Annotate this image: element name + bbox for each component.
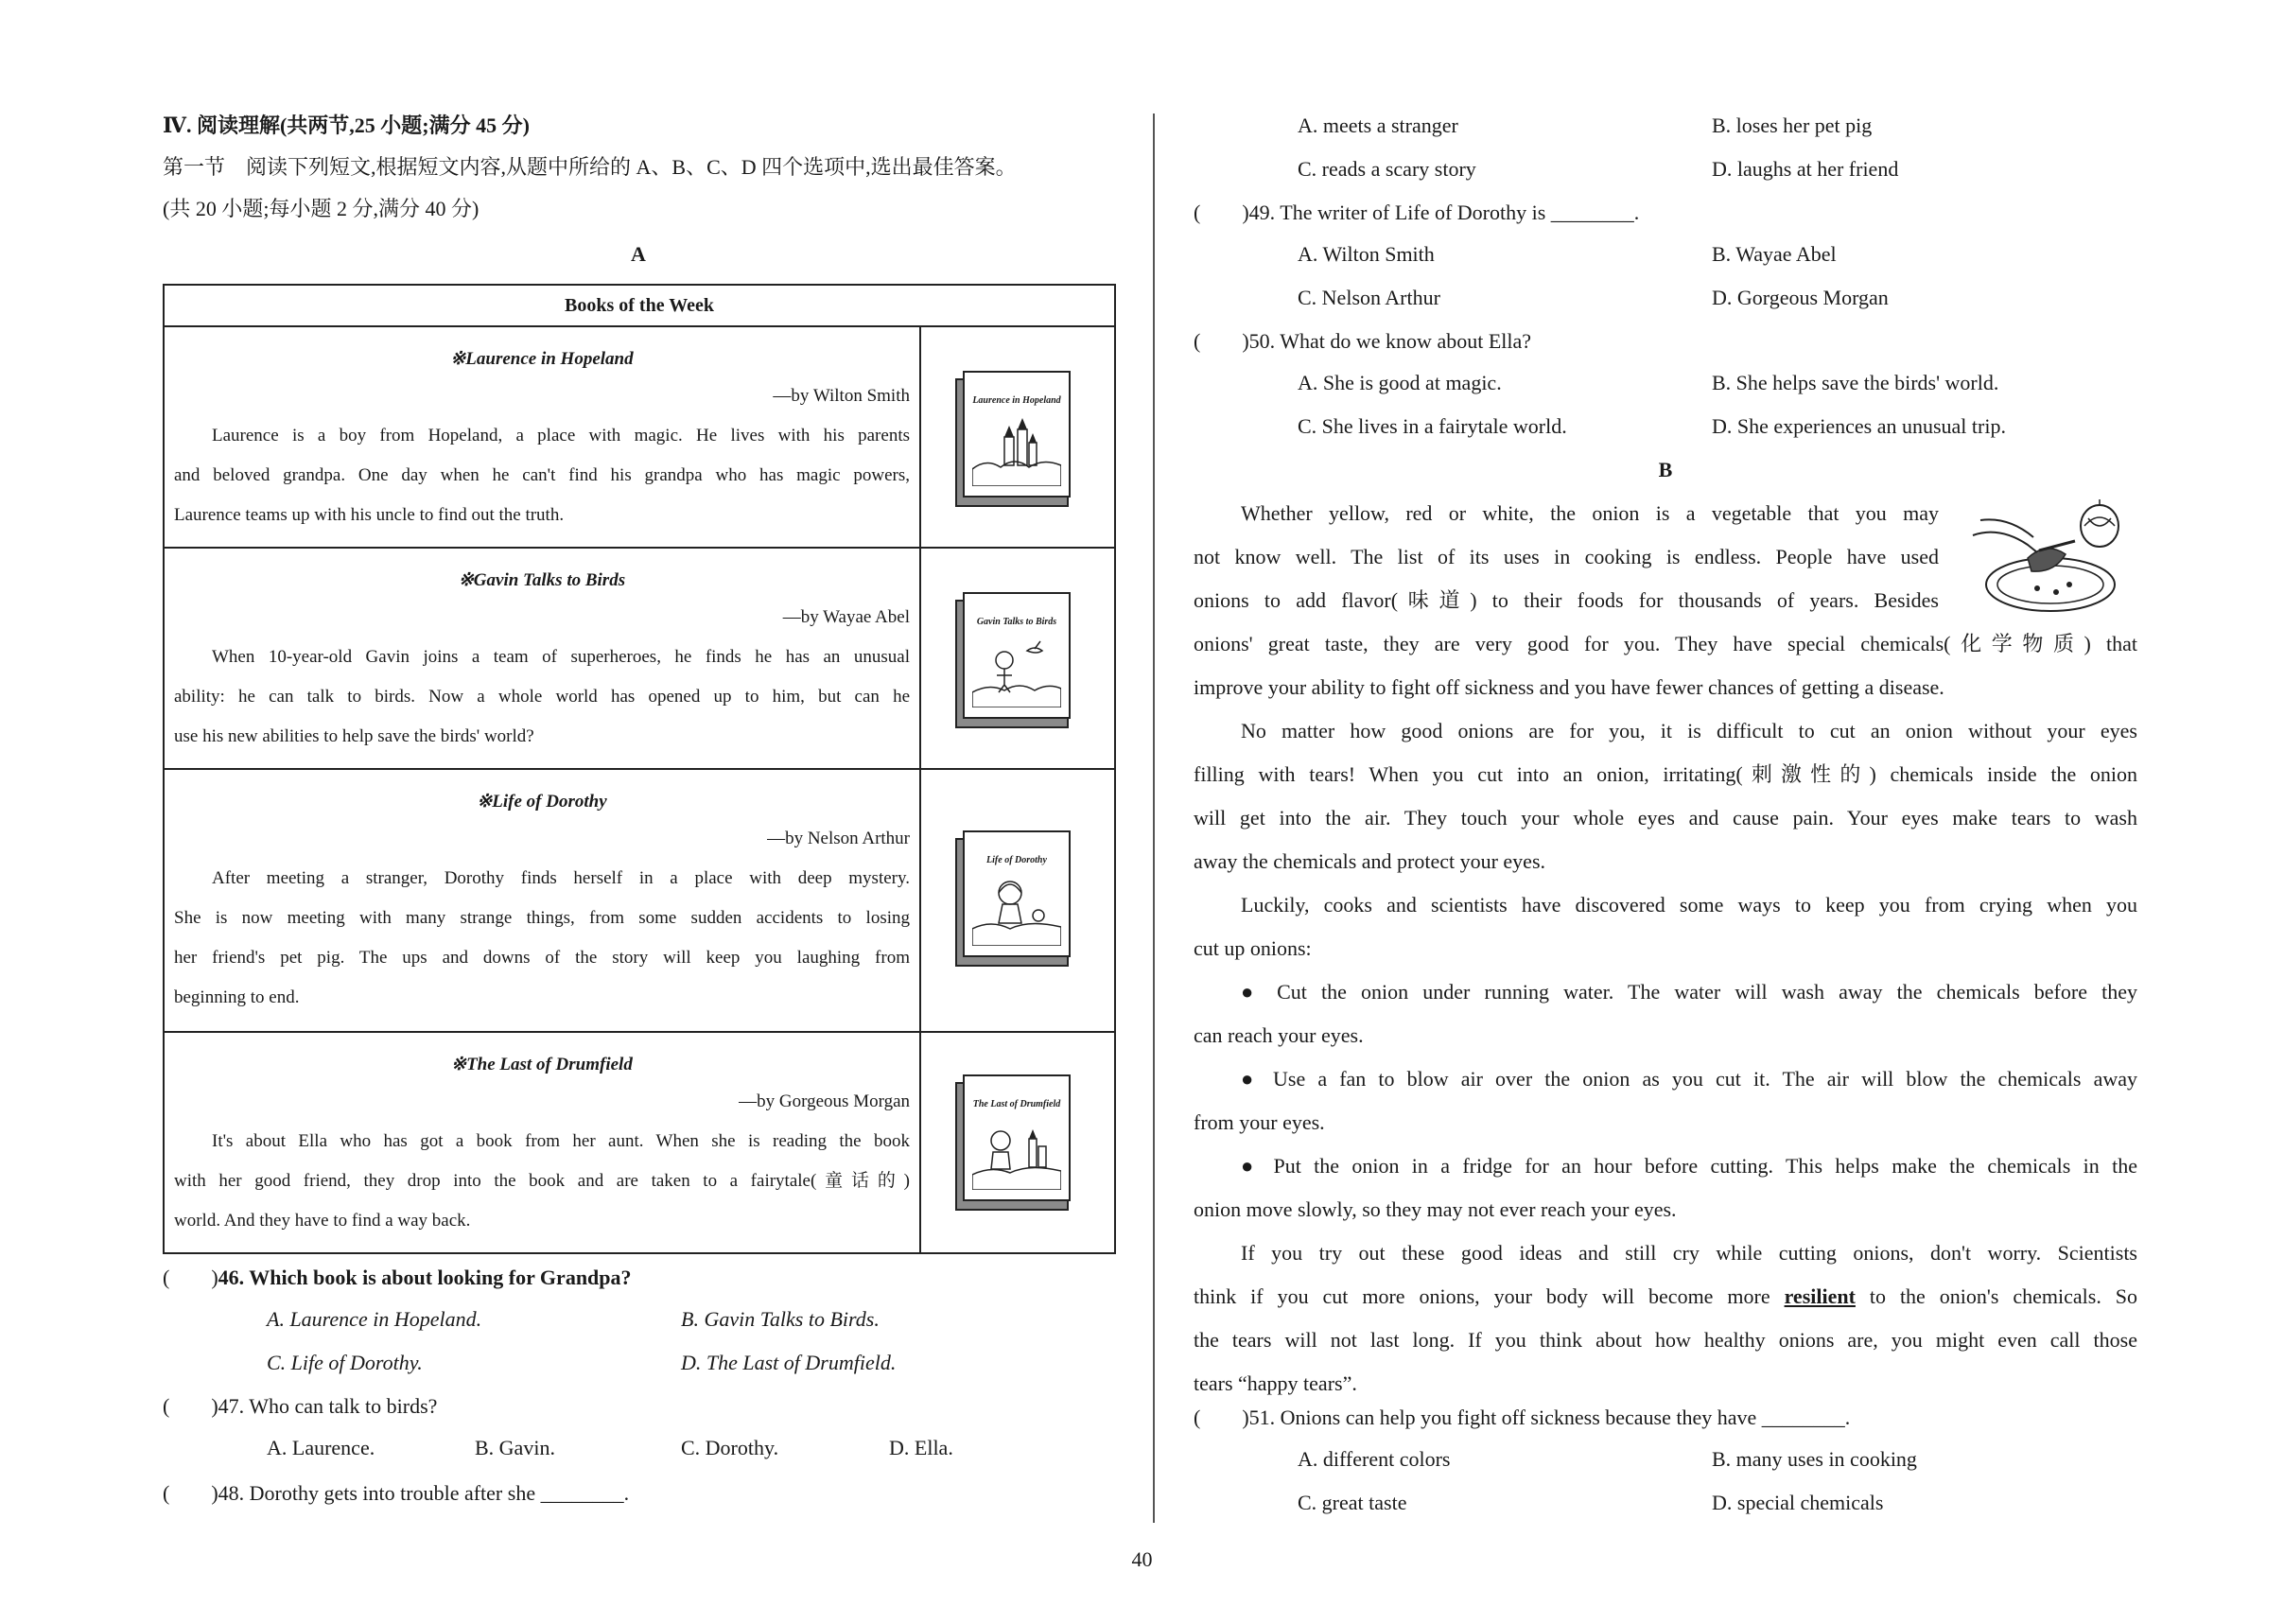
text-line: will get into the air. They touch your whole eyes and cause pain. Your eyes make tears to wash	[1194, 806, 2137, 829]
section-intro-2: (共 20 小题;每小题 2 分,满分 40 分)	[163, 197, 479, 220]
text-line: If you try out these good ideas and still cry while cutting onions, don't worry. Scientists	[1241, 1241, 2137, 1265]
passage-b-paragraph-2	[1194, 709, 2137, 883]
question-stem: 46. Which book is about looking for Grandpa?	[218, 1266, 632, 1289]
text-line: with her good friend, they drop into the book and are taken to a fairytale(童话的)	[174, 1171, 910, 1191]
tip-3	[1194, 1144, 2137, 1231]
book-title: ※Life of Dorothy	[477, 792, 607, 812]
text-line	[1194, 1275, 2137, 1318]
book-title: ※Laurence in Hopeland	[450, 349, 634, 369]
text-line: and beloved grandpa. One day when he can't find his grandpa who has magic powers,	[174, 465, 910, 485]
text-line: onions' great taste, they are very good for you. They have special chemicals(化学物质) that	[1194, 632, 2137, 655]
text-line: tears “happy tears”.	[1194, 1371, 1357, 1395]
question-46	[163, 1264, 1114, 1292]
book-author: —by Wilton Smith	[773, 386, 910, 406]
option-a[interactable]: A. Laurence.	[267, 1436, 375, 1459]
text-line: world. And they have to find a way back.	[174, 1211, 471, 1231]
book-entry	[165, 549, 921, 768]
option-c[interactable]: C. She lives in a fairytale world.	[1298, 414, 1567, 438]
option-b[interactable]: B. Gavin.	[475, 1436, 555, 1459]
option-c[interactable]: C. great taste	[1298, 1491, 1407, 1514]
cover-title: Laurence in Hopeland	[972, 395, 1061, 406]
book-author: —by Nelson Arthur	[767, 829, 910, 848]
text-line: onions to add flavor(味道) to their foods for thousands of years. Besides	[1194, 588, 1939, 612]
text-line: her friend's pet pig. The ups and downs of the story will keep you laughing from	[174, 948, 910, 968]
passage-b-label: B	[1658, 458, 1673, 481]
table-row	[165, 1033, 1114, 1252]
book-cover-cell	[921, 327, 1114, 547]
table-row	[165, 770, 1114, 1033]
cover-title: The Last of Drumfield	[972, 1099, 1061, 1109]
girls-and-castle-illustration	[972, 1114, 1061, 1190]
tip-1	[1194, 970, 2137, 1057]
books-table	[163, 284, 1116, 1254]
option-d[interactable]: D. She experiences an unusual trip.	[1712, 414, 2006, 438]
book-cover-cell	[921, 770, 1114, 1031]
option-a[interactable]: A. meets a stranger	[1298, 114, 1458, 137]
option-d[interactable]: D. Ella.	[889, 1436, 953, 1459]
option-c[interactable]: C. Nelson Arthur	[1298, 286, 1440, 309]
option-b[interactable]: B. She helps save the birds' world.	[1712, 371, 1999, 394]
option-a[interactable]: A. Wilton Smith	[1298, 242, 1435, 266]
boy-with-bird-illustration	[972, 632, 1061, 707]
text-line: cut up onions:	[1194, 936, 1312, 960]
text-line: use his new abilities to help save the birds' world?	[174, 726, 534, 746]
book-cover-image	[955, 592, 1072, 725]
answer-bracket[interactable]: ( )	[163, 1394, 218, 1418]
text-fragment: think if you cut more onions, your body will become more	[1194, 1284, 1770, 1308]
question-stem: 51. Onions can help you fight off sickness because they have ________.	[1248, 1406, 1851, 1429]
book-entry	[165, 1033, 921, 1252]
book-cover-image	[955, 1074, 1072, 1207]
section-intro-1: 第一节 阅读下列短文,根据短文内容,从题中所给的 A、B、C、D 四个选项中,选出最佳答案。	[163, 155, 1017, 179]
table-row	[165, 327, 1114, 549]
option-a[interactable]: A. Laurence in Hopeland.	[267, 1307, 482, 1331]
book-description	[174, 1122, 910, 1241]
text-line: Laurence teams up with his uncle to find out the truth.	[174, 505, 565, 525]
option-b[interactable]: B. Wayae Abel	[1712, 242, 1837, 266]
passage-a-label: A	[631, 242, 646, 266]
book-cover-image	[955, 371, 1072, 503]
book-entry	[165, 327, 921, 547]
text-line: away the chemicals and protect your eyes.	[1194, 849, 1546, 873]
section-header: Ⅳ. 阅读理解(共两节,25 小题;满分 45 分)	[163, 114, 530, 137]
option-c[interactable]: C. Life of Dorothy.	[267, 1351, 423, 1374]
text-line: filling with tears! When you cut into an onion, irritating(刺激性的) chemicals inside the onion	[1194, 762, 2137, 786]
answer-bracket[interactable]: ( )	[163, 1481, 218, 1505]
option-d[interactable]: D. special chemicals	[1712, 1491, 1884, 1514]
question-50	[1194, 327, 2137, 356]
text-line: improve your ability to fight off sickness and you have fewer chances of getting a disease.	[1194, 675, 1944, 699]
column-divider	[1153, 114, 1155, 1523]
answer-bracket[interactable]: ( )	[1194, 329, 1249, 353]
option-b[interactable]: B. loses her pet pig	[1712, 114, 1873, 137]
text-line: When 10-year-old Gavin joins a team of superheroes, he finds he has an unusual	[212, 647, 910, 667]
question-stem: 49. The writer of Life of Dorothy is ________.	[1248, 201, 1640, 224]
cover-title: Life of Dorothy	[986, 855, 1047, 865]
option-d[interactable]: D. laughs at her friend	[1712, 157, 1899, 181]
book-cover-cell	[921, 1033, 1114, 1252]
answer-bracket[interactable]: ( )	[163, 1266, 218, 1289]
text-line: ● Cut the onion under running water. The water will wash away the chemicals before they	[1241, 980, 2137, 1004]
text-line: the tears will not last long. If you think about how healthy onions are, you might even call those	[1194, 1328, 2137, 1352]
girl-illustration	[972, 870, 1061, 946]
book-author: —by Wayae Abel	[782, 607, 910, 627]
book-title: ※Gavin Talks to Birds	[458, 570, 626, 590]
book-author: —by Gorgeous Morgan	[739, 1091, 910, 1111]
question-stem: 50. What do we know about Ella?	[1248, 329, 1532, 353]
option-d[interactable]: D. The Last of Drumfield.	[681, 1351, 897, 1374]
book-entry	[165, 770, 921, 1031]
text-line: Laurence is a boy from Hopeland, a place with magic. He lives with his parents	[212, 426, 910, 445]
answer-bracket[interactable]: ( )	[1194, 201, 1249, 224]
passage-b-paragraph-7	[1194, 1231, 2137, 1406]
underlined-word: resilient	[1784, 1284, 1856, 1308]
text-line: ● Put the onion in a fridge for an hour before cutting. This helps make the chemicals in the	[1241, 1154, 2137, 1178]
question-47	[163, 1392, 1114, 1421]
text-line: from your eyes.	[1194, 1110, 1325, 1134]
book-cover-image	[955, 830, 1072, 963]
passage-b-paragraph-1	[1194, 492, 2137, 709]
question-49	[1194, 199, 2137, 227]
text-line: not know well. The list of its uses in cooking is endless. People have used	[1194, 545, 1939, 568]
question-51	[1194, 1404, 2137, 1432]
option-c[interactable]: C. reads a scary story	[1298, 157, 1476, 181]
book-description	[174, 859, 910, 1018]
option-d[interactable]: D. Gorgeous Morgan	[1712, 286, 1889, 309]
book-title: ※The Last of Drumfield	[451, 1055, 633, 1074]
option-c[interactable]: C. Dorothy.	[681, 1436, 779, 1459]
text-line: Whether yellow, red or white, the onion is a vegetable that you may	[1241, 501, 1939, 525]
text-line: ● Use a fan to blow air over the onion as you cut it. The air will blow the chemicals away	[1241, 1067, 2137, 1091]
tip-2	[1194, 1057, 2137, 1144]
answer-bracket[interactable]: ( )	[1194, 1406, 1249, 1429]
text-line: It's about Ella who has got a book from her aunt. When she is reading the book	[212, 1131, 910, 1151]
table-title: Books of the Week	[165, 286, 1114, 327]
text-line: ability: he can talk to birds. Now a whole world has opened up to him, but can he	[174, 687, 910, 707]
text-line: She is now meeting with many strange things, from some sudden accidents to losing	[174, 908, 910, 928]
option-b[interactable]: B. Gavin Talks to Birds.	[681, 1307, 880, 1331]
text-line: No matter how good onions are for you, it is difficult to cut an onion without your eyes	[1241, 719, 2137, 742]
text-fragment: to the onion's chemicals. So	[1869, 1284, 2138, 1308]
cover-title: Gavin Talks to Birds	[976, 617, 1057, 627]
table-row	[165, 549, 1114, 770]
castle-illustration	[972, 410, 1061, 486]
option-a[interactable]: A. She is good at magic.	[1298, 371, 1502, 394]
book-description	[174, 637, 910, 757]
text-line: onion move slowly, so they may not ever reach your eyes.	[1194, 1197, 1677, 1221]
text-line: Luckily, cooks and scientists have discovered some ways to keep you from crying when you	[1241, 893, 2137, 917]
option-a[interactable]: A. different colors	[1298, 1447, 1451, 1471]
option-b[interactable]: B. many uses in cooking	[1712, 1447, 1917, 1471]
text-line: can reach your eyes.	[1194, 1023, 1364, 1047]
page-number: 40	[1131, 1547, 1153, 1571]
question-48	[163, 1479, 1114, 1508]
text-line: beginning to end.	[174, 987, 300, 1007]
question-stem: 48. Dorothy gets into trouble after she ________.	[218, 1481, 630, 1505]
text-line: After meeting a stranger, Dorothy finds herself in a place with deep mystery.	[212, 868, 910, 888]
book-description	[174, 416, 910, 535]
question-stem: 47. Who can talk to birds?	[218, 1394, 438, 1418]
passage-b-paragraph-3	[1194, 883, 2137, 970]
book-cover-cell	[921, 549, 1114, 768]
